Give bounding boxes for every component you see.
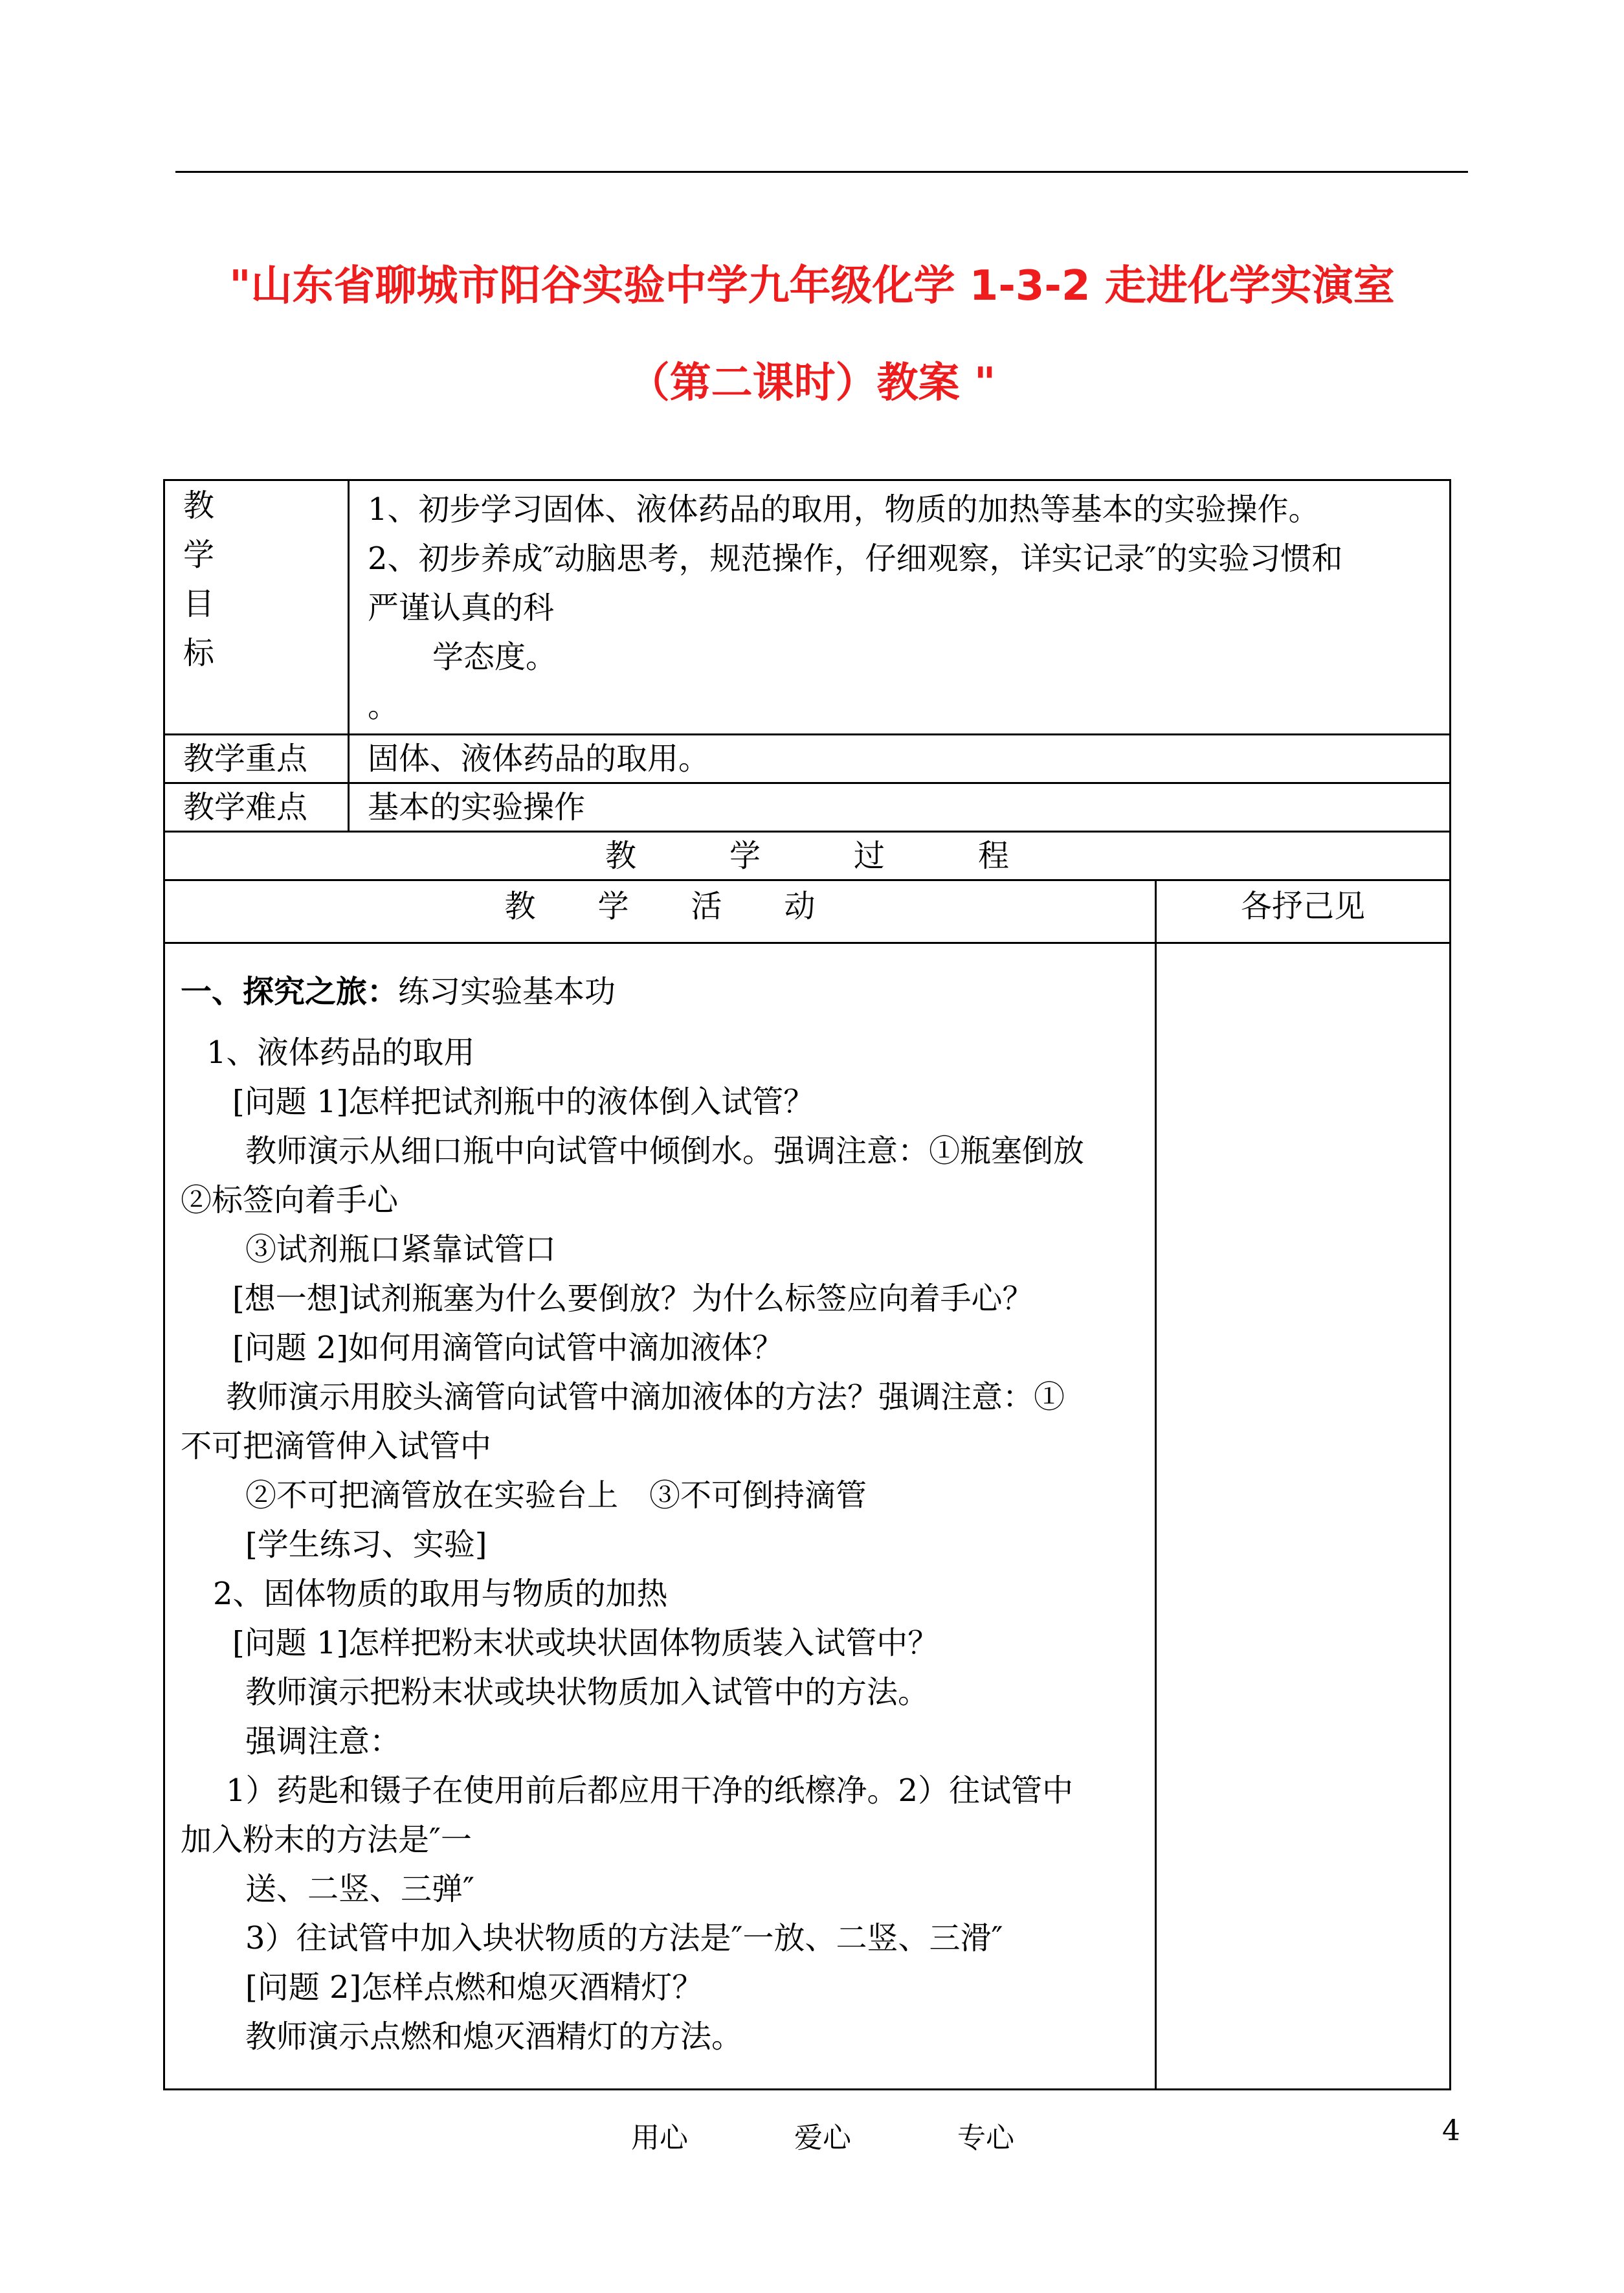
section-title-bold: 一、探究之旅：: [181, 974, 399, 1010]
process-header: 教 学 过 程: [164, 832, 1451, 880]
activity-line: [想一想]试剂瓶塞为什么要倒放？为什么标签应向着手心？: [232, 1281, 1034, 1317]
footer-motto: 用心 爱心 专心: [631, 2121, 1014, 2154]
key-point-row: [164, 735, 1451, 783]
notes-cell: [1156, 943, 1451, 2090]
activity-line: 教师演示从细口瓶中向试管中倾倒水。强调注意：①瓶塞倒放: [245, 1133, 1085, 1169]
activity-line: ②标签向着手心: [181, 1182, 399, 1218]
activity-line: 教师演示把粉末状或块状物质加入试管中的方法。: [245, 1674, 929, 1710]
goal-line: 2、初步养成″动脑思考，规范操作，仔细观察，详实记录″的实验习惯和: [368, 541, 1343, 577]
activity-line: 不可把滴管伸入试管中: [181, 1428, 492, 1464]
key-point-label: 教学重点: [164, 735, 349, 783]
activity-line: 教师演示点燃和熄灭酒精灯的方法。: [245, 2019, 743, 2055]
goal-line: 学态度。: [432, 639, 557, 675]
goal-line: 严谨认真的科: [368, 590, 555, 626]
column-header-row: [164, 880, 1451, 943]
activity-line: 教师演示用胶头滴管向试管中滴加液体的方法？强调注意：①: [226, 1379, 1065, 1415]
goal-line: 。: [368, 688, 399, 724]
header-rule: [175, 171, 1468, 173]
difficulty-value: 基本的实验操作: [349, 783, 1451, 832]
activity-line: 2、固体物质的取用与物质的加热: [213, 1576, 668, 1612]
activity-line: 加入粉末的方法是″一: [181, 1822, 472, 1858]
activity-line: 3）往试管中加入块状物质的方法是″一放、二竖、三滑″: [245, 1920, 1003, 1956]
activity-line: [问题 2]怎样点燃和熄灭酒精灯？: [245, 1969, 704, 2006]
activity-line: 1、液体药品的取用: [206, 1035, 475, 1071]
activity-line: [问题 1]怎样把试剂瓶中的液体倒入试管？: [232, 1084, 815, 1120]
section-title: [181, 967, 1150, 1016]
document-title-line1: "山东省聊城市阳谷实验中学九年级化学 1-3-2 走进化学实演室: [229, 262, 1395, 310]
activity-line: [问题 1]怎样把粉末状或块状固体物质装入试管中？: [232, 1625, 939, 1661]
activity-line: 强调注意：: [245, 1723, 401, 1760]
difficulty-row: [164, 783, 1451, 832]
goals-row: [164, 480, 1451, 735]
activity-line: 1）药匙和镊子在使用前后都应用干净的纸檫净。2）往试管中: [226, 1773, 1074, 1809]
activity-content: [164, 943, 1156, 2090]
goals-content: [349, 480, 1451, 735]
lesson-plan-table: [163, 479, 1451, 2090]
goal-line: 1、初步学习固体、液体药品的取用，物质的加热等基本的实验操作。: [368, 491, 1320, 528]
activity-header: 教 学 活 动: [164, 880, 1156, 943]
difficulty-label: 教学难点: [164, 783, 349, 832]
goals-label: 教 学 目 标: [164, 480, 349, 735]
activity-line: [问题 2]如何用滴管向试管中滴加液体？: [232, 1330, 784, 1366]
process-header-row: [164, 832, 1451, 880]
document-title-line2: （第二课时）教案 ": [628, 359, 996, 407]
activity-line: [学生练习、实验]: [245, 1527, 487, 1563]
activity-line: ②不可把滴管放在实验台上 ③不可倒持滴管: [245, 1477, 867, 1514]
notes-header: 各抒己见: [1156, 880, 1451, 943]
activity-line: 送、二竖、三弹″: [245, 1871, 474, 1907]
activity-line: ③试剂瓶口紧靠试管口: [245, 1231, 557, 1268]
key-point-value: 固体、液体药品的取用。: [349, 735, 1451, 783]
activity-row: [164, 943, 1451, 2090]
section-title-text: 练习实验基本功: [398, 974, 616, 1010]
page-number: 4: [1442, 2114, 1460, 2147]
